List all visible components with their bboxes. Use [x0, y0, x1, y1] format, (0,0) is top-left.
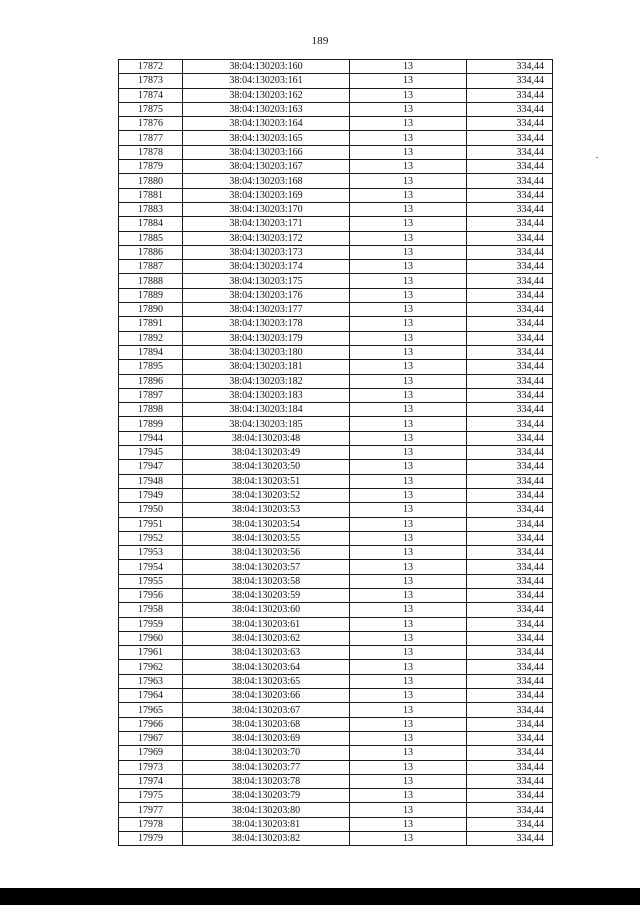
cadastral-number-cell: 38:04:130203:63 [183, 646, 350, 660]
record-number-cell: 17883 [119, 202, 183, 216]
area-cell: 334,44 [467, 631, 553, 645]
record-number-cell: 17950 [119, 503, 183, 517]
cadastral-number-cell: 38:04:130203:164 [183, 117, 350, 131]
quantity-cell: 13 [350, 803, 467, 817]
record-number-cell: 17952 [119, 531, 183, 545]
table-row [119, 603, 553, 617]
table-row [119, 374, 553, 388]
record-number-cell: 17961 [119, 646, 183, 660]
area-cell: 334,44 [467, 374, 553, 388]
area-cell: 334,44 [467, 403, 553, 417]
cadastral-number-cell: 38:04:130203:61 [183, 617, 350, 631]
table-row [119, 317, 553, 331]
area-cell: 334,44 [467, 817, 553, 831]
cadastral-number-cell: 38:04:130203:57 [183, 560, 350, 574]
table-row [119, 274, 553, 288]
quantity-cell: 13 [350, 403, 467, 417]
area-cell: 334,44 [467, 689, 553, 703]
area-cell: 334,44 [467, 617, 553, 631]
record-number-cell: 17977 [119, 803, 183, 817]
record-number-cell: 17872 [119, 60, 183, 74]
area-cell: 334,44 [467, 131, 553, 145]
cadastral-number-cell: 38:04:130203:64 [183, 660, 350, 674]
table-row [119, 588, 553, 602]
cadastral-number-cell: 38:04:130203:56 [183, 546, 350, 560]
table-row [119, 646, 553, 660]
record-number-cell: 17891 [119, 317, 183, 331]
quantity-cell: 13 [350, 74, 467, 88]
record-number-cell: 17965 [119, 703, 183, 717]
cadastral-number-cell: 38:04:130203:68 [183, 717, 350, 731]
area-cell: 334,44 [467, 331, 553, 345]
table-row [119, 102, 553, 116]
table-row [119, 288, 553, 302]
record-number-cell: 17960 [119, 631, 183, 645]
table-row [119, 388, 553, 402]
quantity-cell: 13 [350, 689, 467, 703]
cadastral-number-cell: 38:04:130203:51 [183, 474, 350, 488]
quantity-cell: 13 [350, 288, 467, 302]
record-number-cell: 17873 [119, 74, 183, 88]
area-cell: 334,44 [467, 646, 553, 660]
record-number-cell: 17899 [119, 417, 183, 431]
area-cell: 334,44 [467, 102, 553, 116]
record-number-cell: 17896 [119, 374, 183, 388]
cadastral-number-cell: 38:04:130203:175 [183, 274, 350, 288]
cadastral-number-cell: 38:04:130203:54 [183, 517, 350, 531]
record-number-cell: 17876 [119, 117, 183, 131]
quantity-cell: 13 [350, 760, 467, 774]
quantity-cell: 13 [350, 789, 467, 803]
area-cell: 334,44 [467, 674, 553, 688]
record-number-cell: 17892 [119, 331, 183, 345]
area-cell: 334,44 [467, 746, 553, 760]
record-number-cell: 17973 [119, 760, 183, 774]
area-cell: 334,44 [467, 260, 553, 274]
record-number-cell: 17944 [119, 431, 183, 445]
record-number-cell: 17888 [119, 274, 183, 288]
table-row [119, 188, 553, 202]
table-row [119, 803, 553, 817]
cadastral-number-cell: 38:04:130203:163 [183, 102, 350, 116]
record-number-cell: 17890 [119, 303, 183, 317]
cadastral-number-cell: 38:04:130203:161 [183, 74, 350, 88]
area-cell: 334,44 [467, 317, 553, 331]
area-cell: 334,44 [467, 60, 553, 74]
quantity-cell: 13 [350, 60, 467, 74]
cadastral-registry-table [118, 59, 553, 846]
cadastral-number-cell: 38:04:130203:173 [183, 245, 350, 259]
table-row [119, 174, 553, 188]
area-cell: 334,44 [467, 117, 553, 131]
cadastral-number-cell: 38:04:130203:160 [183, 60, 350, 74]
quantity-cell: 13 [350, 345, 467, 359]
table-row [119, 546, 553, 560]
table-row [119, 217, 553, 231]
area-cell: 334,44 [467, 717, 553, 731]
cadastral-number-cell: 38:04:130203:60 [183, 603, 350, 617]
record-number-cell: 17979 [119, 832, 183, 846]
record-number-cell: 17975 [119, 789, 183, 803]
quantity-cell: 13 [350, 517, 467, 531]
table-row [119, 631, 553, 645]
record-number-cell: 17945 [119, 446, 183, 460]
table-row [119, 531, 553, 545]
quantity-cell: 13 [350, 588, 467, 602]
quantity-cell: 13 [350, 88, 467, 102]
cadastral-number-cell: 38:04:130203:171 [183, 217, 350, 231]
quantity-cell: 13 [350, 131, 467, 145]
quantity-cell: 13 [350, 674, 467, 688]
area-cell: 334,44 [467, 388, 553, 402]
quantity-cell: 13 [350, 503, 467, 517]
quantity-cell: 13 [350, 117, 467, 131]
quantity-cell: 13 [350, 303, 467, 317]
quantity-cell: 13 [350, 231, 467, 245]
table-row [119, 331, 553, 345]
cadastral-number-cell: 38:04:130203:50 [183, 460, 350, 474]
table-row [119, 260, 553, 274]
table-row [119, 202, 553, 216]
area-cell: 334,44 [467, 774, 553, 788]
quantity-cell: 13 [350, 817, 467, 831]
table-row [119, 474, 553, 488]
record-number-cell: 17948 [119, 474, 183, 488]
table-row [119, 245, 553, 259]
table-row [119, 446, 553, 460]
table-row [119, 503, 553, 517]
table-row [119, 789, 553, 803]
quantity-cell: 13 [350, 746, 467, 760]
quantity-cell: 13 [350, 474, 467, 488]
quantity-cell: 13 [350, 374, 467, 388]
table-row [119, 74, 553, 88]
record-number-cell: 17963 [119, 674, 183, 688]
area-cell: 334,44 [467, 546, 553, 560]
area-cell: 334,44 [467, 789, 553, 803]
cadastral-number-cell: 38:04:130203:52 [183, 488, 350, 502]
area-cell: 334,44 [467, 531, 553, 545]
area-cell: 334,44 [467, 288, 553, 302]
table-row [119, 746, 553, 760]
area-cell: 334,44 [467, 174, 553, 188]
record-number-cell: 17967 [119, 731, 183, 745]
table-row [119, 674, 553, 688]
cadastral-number-cell: 38:04:130203:48 [183, 431, 350, 445]
area-cell: 334,44 [467, 231, 553, 245]
area-cell: 334,44 [467, 703, 553, 717]
cadastral-number-cell: 38:04:130203:66 [183, 689, 350, 703]
area-cell: 334,44 [467, 74, 553, 88]
quantity-cell: 13 [350, 145, 467, 159]
record-number-cell: 17959 [119, 617, 183, 631]
cadastral-number-cell: 38:04:130203:178 [183, 317, 350, 331]
table-row [119, 832, 553, 846]
area-cell: 334,44 [467, 245, 553, 259]
quantity-cell: 13 [350, 603, 467, 617]
area-cell: 334,44 [467, 560, 553, 574]
table-row [119, 760, 553, 774]
area-cell: 334,44 [467, 160, 553, 174]
area-cell: 334,44 [467, 603, 553, 617]
area-cell: 334,44 [467, 345, 553, 359]
cadastral-number-cell: 38:04:130203:181 [183, 360, 350, 374]
area-cell: 334,44 [467, 503, 553, 517]
table-row [119, 60, 553, 74]
area-cell: 334,44 [467, 460, 553, 474]
cadastral-number-cell: 38:04:130203:165 [183, 131, 350, 145]
quantity-cell: 13 [350, 574, 467, 588]
quantity-cell: 13 [350, 832, 467, 846]
table-row [119, 231, 553, 245]
scan-speck [596, 157, 598, 158]
record-number-cell: 17874 [119, 88, 183, 102]
record-number-cell: 17953 [119, 546, 183, 560]
record-number-cell: 17949 [119, 488, 183, 502]
table-row [119, 117, 553, 131]
quantity-cell: 13 [350, 360, 467, 374]
table-row [119, 517, 553, 531]
area-cell: 334,44 [467, 360, 553, 374]
record-number-cell: 17974 [119, 774, 183, 788]
record-number-cell: 17978 [119, 817, 183, 831]
cadastral-number-cell: 38:04:130203:185 [183, 417, 350, 431]
table-row [119, 131, 553, 145]
record-number-cell: 17875 [119, 102, 183, 116]
cadastral-number-cell: 38:04:130203:183 [183, 388, 350, 402]
table-row [119, 731, 553, 745]
record-number-cell: 17898 [119, 403, 183, 417]
quantity-cell: 13 [350, 317, 467, 331]
quantity-cell: 13 [350, 260, 467, 274]
quantity-cell: 13 [350, 202, 467, 216]
area-cell: 334,44 [467, 488, 553, 502]
table-row [119, 460, 553, 474]
table-row [119, 360, 553, 374]
area-cell: 334,44 [467, 88, 553, 102]
cadastral-number-cell: 38:04:130203:78 [183, 774, 350, 788]
quantity-cell: 13 [350, 488, 467, 502]
record-number-cell: 17887 [119, 260, 183, 274]
cadastral-number-cell: 38:04:130203:179 [183, 331, 350, 345]
quantity-cell: 13 [350, 102, 467, 116]
cadastral-number-cell: 38:04:130203:180 [183, 345, 350, 359]
table-row [119, 817, 553, 831]
record-number-cell: 17880 [119, 174, 183, 188]
quantity-cell: 13 [350, 531, 467, 545]
cadastral-number-cell: 38:04:130203:168 [183, 174, 350, 188]
cadastral-number-cell: 38:04:130203:67 [183, 703, 350, 717]
record-number-cell: 17884 [119, 217, 183, 231]
page-number: 189 [311, 35, 329, 47]
record-number-cell: 17947 [119, 460, 183, 474]
area-cell: 334,44 [467, 217, 553, 231]
cadastral-number-cell: 38:04:130203:58 [183, 574, 350, 588]
cadastral-number-cell: 38:04:130203:167 [183, 160, 350, 174]
quantity-cell: 13 [350, 660, 467, 674]
table-row [119, 88, 553, 102]
area-cell: 334,44 [467, 274, 553, 288]
cadastral-number-cell: 38:04:130203:162 [183, 88, 350, 102]
quantity-cell: 13 [350, 560, 467, 574]
area-cell: 334,44 [467, 760, 553, 774]
quantity-cell: 13 [350, 703, 467, 717]
record-number-cell: 17879 [119, 160, 183, 174]
cadastral-number-cell: 38:04:130203:62 [183, 631, 350, 645]
cadastral-number-cell: 38:04:130203:166 [183, 145, 350, 159]
area-cell: 334,44 [467, 588, 553, 602]
table-row [119, 703, 553, 717]
quantity-cell: 13 [350, 731, 467, 745]
record-number-cell: 17958 [119, 603, 183, 617]
cadastral-number-cell: 38:04:130203:169 [183, 188, 350, 202]
cadastral-number-cell: 38:04:130203:53 [183, 503, 350, 517]
quantity-cell: 13 [350, 274, 467, 288]
quantity-cell: 13 [350, 646, 467, 660]
record-number-cell: 17962 [119, 660, 183, 674]
area-cell: 334,44 [467, 474, 553, 488]
area-cell: 334,44 [467, 803, 553, 817]
cadastral-number-cell: 38:04:130203:70 [183, 746, 350, 760]
area-cell: 334,44 [467, 145, 553, 159]
table-row [119, 303, 553, 317]
quantity-cell: 13 [350, 174, 467, 188]
area-cell: 334,44 [467, 303, 553, 317]
quantity-cell: 13 [350, 417, 467, 431]
table-row [119, 403, 553, 417]
quantity-cell: 13 [350, 217, 467, 231]
record-number-cell: 17894 [119, 345, 183, 359]
quantity-cell: 13 [350, 617, 467, 631]
record-number-cell: 17951 [119, 517, 183, 531]
quantity-cell: 13 [350, 431, 467, 445]
quantity-cell: 13 [350, 717, 467, 731]
quantity-cell: 13 [350, 460, 467, 474]
cadastral-number-cell: 38:04:130203:49 [183, 446, 350, 460]
table-row [119, 431, 553, 445]
quantity-cell: 13 [350, 188, 467, 202]
record-number-cell: 17954 [119, 560, 183, 574]
record-number-cell: 17964 [119, 689, 183, 703]
table-row [119, 145, 553, 159]
table-row [119, 560, 553, 574]
quantity-cell: 13 [350, 631, 467, 645]
cadastral-number-cell: 38:04:130203:184 [183, 403, 350, 417]
cadastral-number-cell: 38:04:130203:172 [183, 231, 350, 245]
record-number-cell: 17955 [119, 574, 183, 588]
area-cell: 334,44 [467, 660, 553, 674]
record-number-cell: 17886 [119, 245, 183, 259]
cadastral-number-cell: 38:04:130203:82 [183, 832, 350, 846]
cadastral-number-cell: 38:04:130203:59 [183, 588, 350, 602]
quantity-cell: 13 [350, 774, 467, 788]
cadastral-number-cell: 38:04:130203:174 [183, 260, 350, 274]
area-cell: 334,44 [467, 417, 553, 431]
quantity-cell: 13 [350, 160, 467, 174]
table-row [119, 417, 553, 431]
table-row [119, 774, 553, 788]
table-row [119, 717, 553, 731]
area-cell: 334,44 [467, 188, 553, 202]
area-cell: 334,44 [467, 517, 553, 531]
cadastral-number-cell: 38:04:130203:69 [183, 731, 350, 745]
table-body [119, 60, 553, 846]
area-cell: 334,44 [467, 731, 553, 745]
record-number-cell: 17885 [119, 231, 183, 245]
cadastral-number-cell: 38:04:130203:182 [183, 374, 350, 388]
cadastral-number-cell: 38:04:130203:77 [183, 760, 350, 774]
area-cell: 334,44 [467, 446, 553, 460]
cadastral-number-cell: 38:04:130203:177 [183, 303, 350, 317]
record-number-cell: 17966 [119, 717, 183, 731]
record-number-cell: 17881 [119, 188, 183, 202]
area-cell: 334,44 [467, 202, 553, 216]
quantity-cell: 13 [350, 546, 467, 560]
area-cell: 334,44 [467, 574, 553, 588]
area-cell: 334,44 [467, 832, 553, 846]
record-number-cell: 17969 [119, 746, 183, 760]
quantity-cell: 13 [350, 245, 467, 259]
cadastral-number-cell: 38:04:130203:55 [183, 531, 350, 545]
table-row [119, 689, 553, 703]
table-row [119, 488, 553, 502]
cadastral-number-cell: 38:04:130203:176 [183, 288, 350, 302]
scan-bottom-edge [0, 888, 640, 905]
table-row [119, 617, 553, 631]
area-cell: 334,44 [467, 431, 553, 445]
record-number-cell: 17895 [119, 360, 183, 374]
table-row [119, 574, 553, 588]
record-number-cell: 17956 [119, 588, 183, 602]
cadastral-number-cell: 38:04:130203:79 [183, 789, 350, 803]
record-number-cell: 17897 [119, 388, 183, 402]
record-number-cell: 17889 [119, 288, 183, 302]
quantity-cell: 13 [350, 446, 467, 460]
table-row [119, 345, 553, 359]
quantity-cell: 13 [350, 388, 467, 402]
cadastral-number-cell: 38:04:130203:80 [183, 803, 350, 817]
table-row [119, 660, 553, 674]
record-number-cell: 17877 [119, 131, 183, 145]
cadastral-number-cell: 38:04:130203:65 [183, 674, 350, 688]
table-row [119, 160, 553, 174]
cadastral-number-cell: 38:04:130203:81 [183, 817, 350, 831]
quantity-cell: 13 [350, 331, 467, 345]
cadastral-number-cell: 38:04:130203:170 [183, 202, 350, 216]
record-number-cell: 17878 [119, 145, 183, 159]
